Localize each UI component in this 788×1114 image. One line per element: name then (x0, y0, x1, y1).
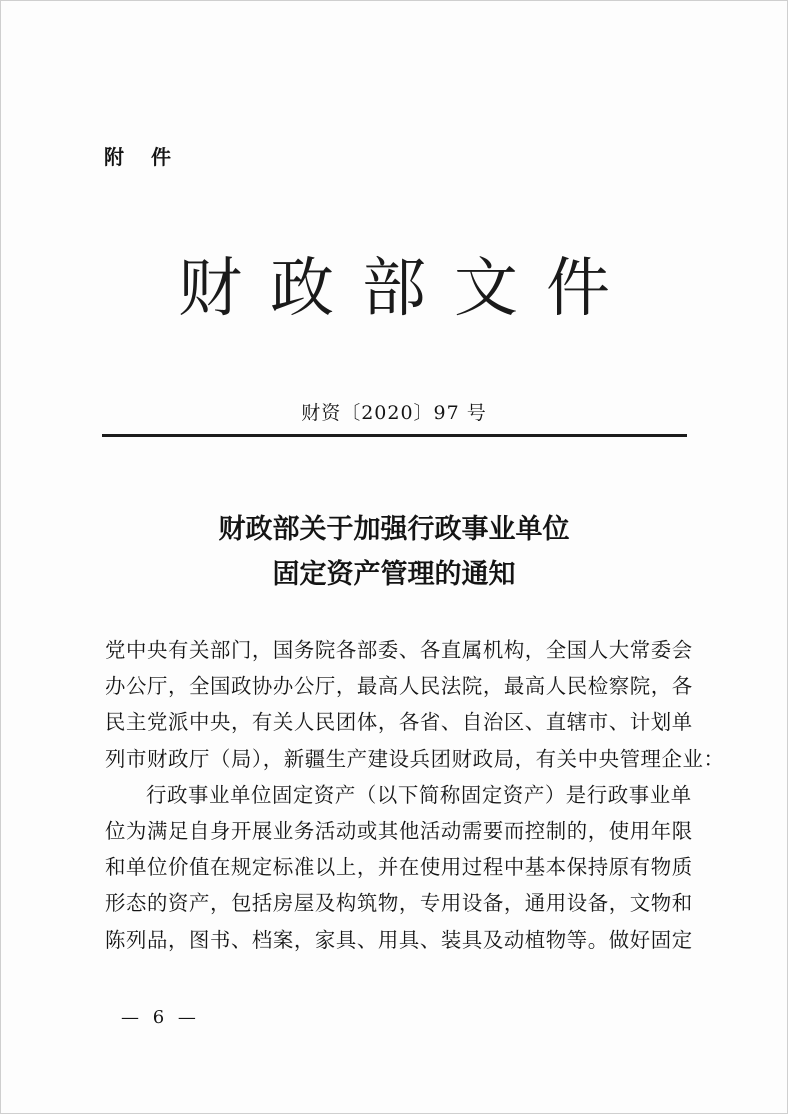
agency-title: 财政部文件 (178, 252, 638, 326)
body-text (105, 632, 725, 958)
body-line-addressee-4: 列市财政厅（局），新疆生产建设兵团财政局，有关中央管理企业： (105, 746, 725, 771)
notice-title-line-1: 财政部关于加强行政事业单位 (218, 514, 570, 545)
notice-title-line-2: 固定资产管理的通知 (272, 559, 516, 590)
body-line-paragraph-3: 和单位价值在规定标准以上，并在使用过程中基本保持原有物质 (105, 855, 693, 880)
page-number: — 6 — (121, 1007, 200, 1028)
body-line-addressee-3: 民主党派中央，有关人民团体，各省、自治区、直辖市、计划单 (105, 710, 693, 735)
notice-title (1, 507, 787, 597)
document-number: 财资〔2020〕97 号 (301, 402, 487, 424)
body-line-addressee-1: 党中央有关部门，国务院各部委、各直属机构，全国人大常委会 (105, 638, 693, 662)
body-line-paragraph-5: 陈列品，图书、档案，家具、用具、装具及动植物等。做好固定 (105, 927, 693, 952)
header-rule (102, 434, 687, 437)
attachment-label: 附 件 (104, 145, 181, 169)
body-line-paragraph-2: 位为满足自身开展业务活动或其他活动需要而控制的，使用年限 (105, 818, 693, 843)
body-line-paragraph-4: 形态的资产，包括房屋及构筑物，专用设备，通用设备，文物和 (105, 891, 693, 916)
body-line-addressee-2: 办公厅，全国政协办公厅，最高人民法院，最高人民检察院，各 (105, 674, 693, 699)
body-line-paragraph-1: 行政事业单位固定资产（以下简称固定资产）是行政事业单 (146, 782, 692, 807)
